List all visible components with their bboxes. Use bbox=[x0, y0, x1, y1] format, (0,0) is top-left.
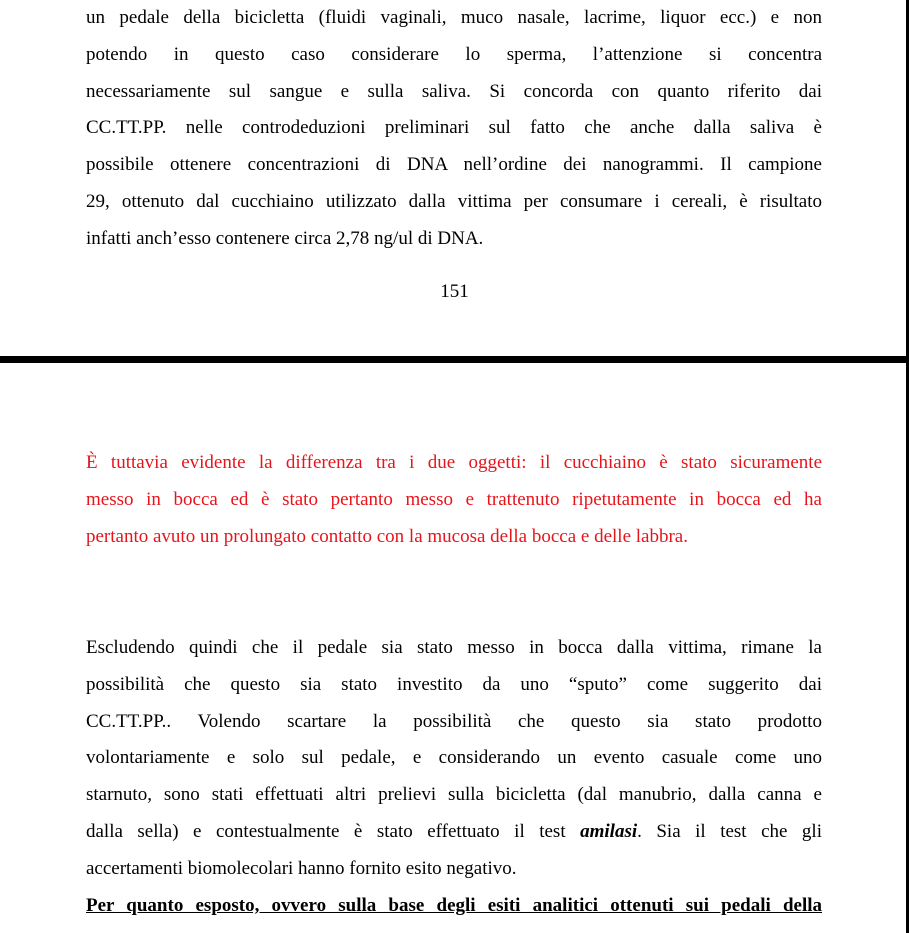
text-line: messo in bocca ed è stato pertanto messo e trattenuto ripetutamente in bocca ed ha bbox=[86, 488, 822, 510]
text-segment: dalla sella) e contestualmente è stato effettuato il test bbox=[86, 820, 581, 842]
text-segment: . Sia il test che gli bbox=[637, 820, 822, 842]
text-line: 29, ottenuto dal cucchiaino utilizzato dalla vittima per consumare i cereali, è risultato bbox=[86, 190, 822, 212]
conclusion-heading bbox=[86, 888, 822, 925]
text-line-amilasi bbox=[86, 814, 822, 851]
page-divider bbox=[0, 356, 909, 363]
paragraph-saliva-dna bbox=[86, 0, 822, 258]
text-line: accertamenti biomolecolari hanno fornito esito negativo. bbox=[86, 857, 517, 879]
text-line: necessariamente sul sangue e sulla saliva. Si concorda con quanto riferito dai bbox=[86, 80, 822, 102]
text-line: pertanto avuto un prolungato contatto con la mucosa della bocca e delle labbra. bbox=[86, 525, 688, 547]
text-line: volontariamente e solo sul pedale, e considerando un evento casuale come uno bbox=[86, 747, 822, 769]
text-line: possibile ottenere concentrazioni di DNA nell’ordine dei nanogrammi. Il campione bbox=[86, 154, 822, 176]
text-line: Escludendo quindi che il pedale sia stato messo in bocca dalla vittima, rimane la bbox=[86, 637, 822, 658]
text-line: starnuto, sono stati effettuati altri prelievi sulla bicicletta (dal manubrio, dalla canna e bbox=[86, 784, 822, 806]
paragraph-red-comment bbox=[86, 445, 822, 555]
text-line: È tuttavia evidente la differenza tra i due oggetti: il cucchiaino è stato sicuramente bbox=[86, 452, 822, 473]
text-line: CC.TT.PP. nelle controdeduzioni preliminari sul fatto che anche dalla saliva è bbox=[86, 117, 822, 139]
text-line: potendo in questo caso considerare lo sperma, l’attenzione si concentra bbox=[86, 43, 822, 65]
paragraph-amilasi-test bbox=[86, 630, 822, 888]
text-line: CC.TT.PP.. Volendo scartare la possibilità che questo sia stato prodotto bbox=[86, 710, 822, 732]
text-line: un pedale della bicicletta (fluidi vaginali, muco nasale, lacrime, liquor ecc.) e non bbox=[86, 7, 822, 28]
text-line: possibilità che questo sia stato investito da uno “sputo” come suggerito dai bbox=[86, 673, 822, 695]
page-151 bbox=[0, 0, 909, 356]
emphasis-amilasi: amilasi bbox=[580, 820, 638, 842]
page-number: 151 bbox=[440, 281, 469, 302]
text-line: infatti anch’esso contenere circa 2,78 ng/ul di DNA. bbox=[86, 227, 484, 249]
bold-heading-line: Per quanto esposto, ovvero sulla base degli esiti analitici ottenuti sui pedali della bbox=[86, 895, 822, 916]
